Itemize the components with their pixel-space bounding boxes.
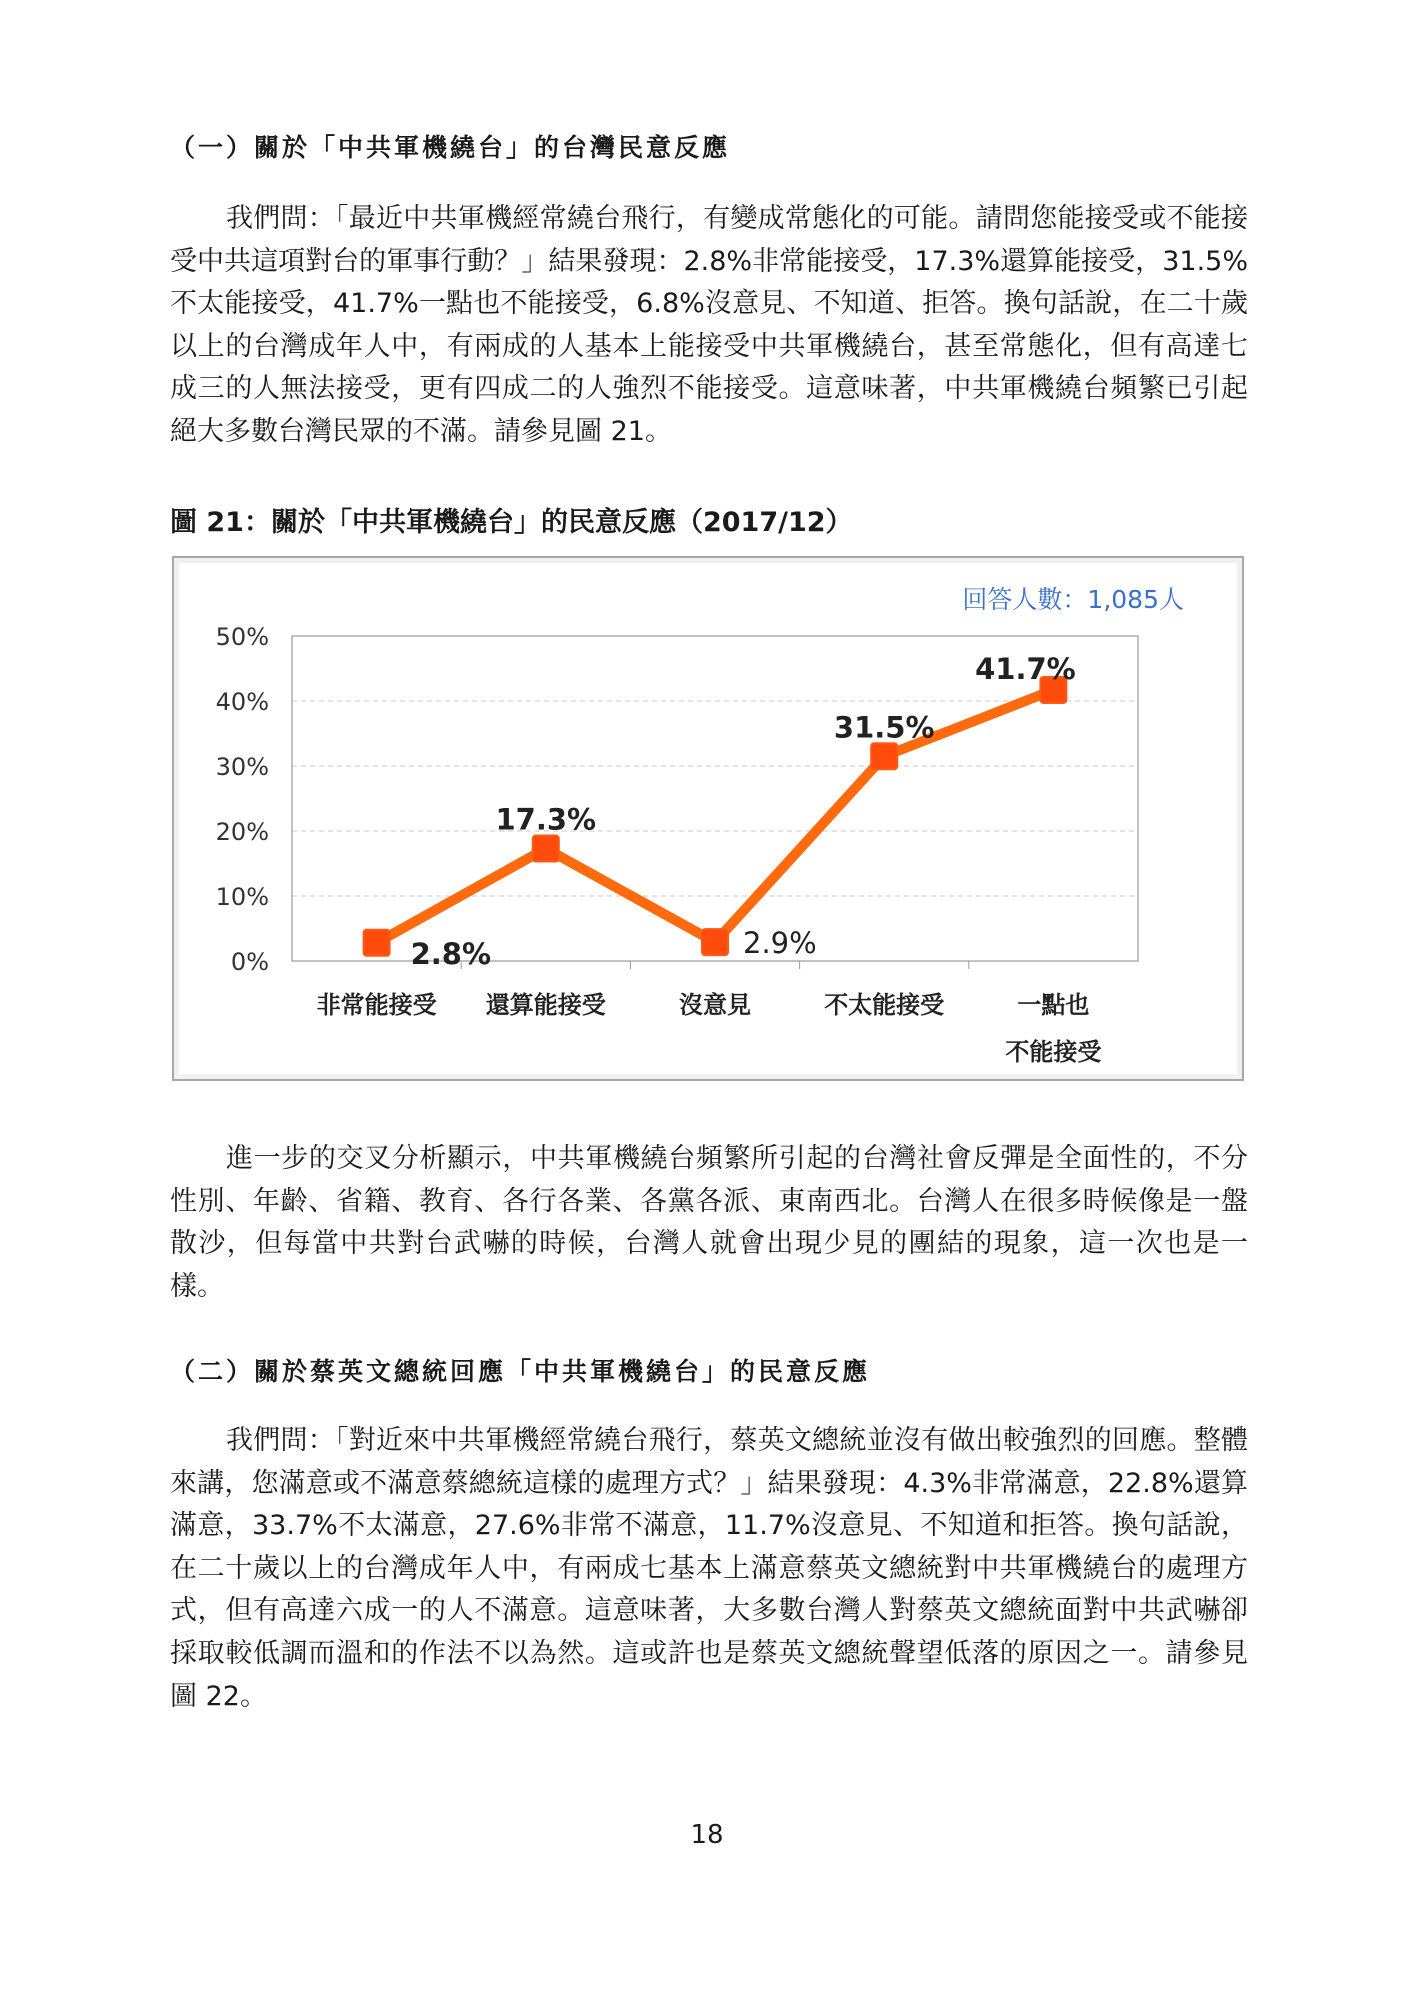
x-category-label: 非常能接受 — [316, 991, 437, 1019]
y-tick-label: 30% — [215, 753, 269, 781]
y-tick-label: 0% — [230, 948, 269, 976]
series-line — [377, 690, 1054, 943]
section-2-heading: （二）關於蔡英文總統回應「中共軍機繞台」的民意反應 — [170, 1357, 871, 1386]
data-point — [871, 743, 897, 769]
data-label: 41.7% — [975, 651, 1076, 686]
data-label: 31.5% — [833, 710, 935, 745]
figure-21-caption: 圖 21：關於「中共軍機繞台」的民意反應（2017/12） — [170, 507, 853, 538]
data-label: 17.3% — [495, 802, 597, 837]
x-category-label: 不能接受 — [1005, 1038, 1102, 1066]
data-label: 2.9% — [743, 926, 817, 961]
section-1-heading: （一）關於「中共軍機繞台」的台灣民意反應 — [170, 133, 731, 162]
y-tick-label: 40% — [215, 688, 269, 716]
cross-analysis-paragraph: 進一步的交叉分析顯示，中共軍機繞台頻繁所引起的台灣社會反彈是全面性的，不分性別、年齡、省籍、教育、各行各業、各黨各派、東南西北。台灣人在很多時候像是一盤散沙，但每當中共對台武嚇的時候，台灣人就會出現少見的團結的現象，這一次也是一樣。 — [170, 1143, 1248, 1302]
y-tick-label: 20% — [215, 818, 269, 846]
data-point — [364, 930, 390, 956]
section-2-paragraph: 我們問：「對近來中共軍機經常繞台飛行，蔡英文總統並沒有做出較強烈的回應。整體來講，您滿意或不滿意蔡總統這樣的處理方式？」結果發現：4.3%非常滿意，22.8%還算滿意，33.7%不太滿意，27.6%非常不滿意，11.7%沒意見、不知道和拒答。換句話說，在二十歲以上的台灣成年人中，有兩成七基本上滿意蔡英文總統對中共軍機繞台的處理方式，但有高達六成一的人不滿意。這意味著，大多數台灣人對蔡英文總統面對中共武嚇卻採取較低調而溫和的作法不以為然。這或許也是蔡英文總統聲望低落的原因之一。請參見圖 22。 — [170, 1425, 1248, 1712]
y-tick-label: 10% — [215, 883, 269, 911]
line-chart — [174, 558, 1242, 1079]
section-1-paragraph: 我們問：「最近中共軍機經常繞台飛行，有變成常態化的可能。請問您能接受或不能接受中共這項對台的軍事行動？」結果發現：2.8%非常能接受，17.3%還算能接受，31.5%不太能接受，41.7%一點也不能接受，6.8%沒意見、不知道、拒答。換句話說，在二十歲以上的台灣成年人中，有兩成的人基本上能接受中共軍機繞台，甚至常態化，但有高達七成三的人無法接受，更有四成二的人強烈不能接受。這意味著，中共軍機繞台頻繁已引起絕大多數台灣民眾的不滿。請參見圖 21。 — [170, 203, 1248, 447]
page-number: 18 — [690, 1820, 724, 1850]
x-category-label: 還算能接受 — [485, 991, 606, 1019]
data-point — [533, 836, 559, 862]
x-category-label: 一點也 — [1017, 991, 1090, 1019]
x-category-label: 沒意見 — [679, 991, 751, 1019]
respondent-count: 回答人數：1,085人 — [962, 585, 1184, 614]
data-label: 2.8% — [410, 936, 492, 971]
figure-21-chart — [172, 556, 1244, 1081]
data-point — [702, 929, 728, 955]
y-tick-label: 50% — [215, 623, 269, 651]
x-category-label: 不太能接受 — [824, 991, 945, 1019]
